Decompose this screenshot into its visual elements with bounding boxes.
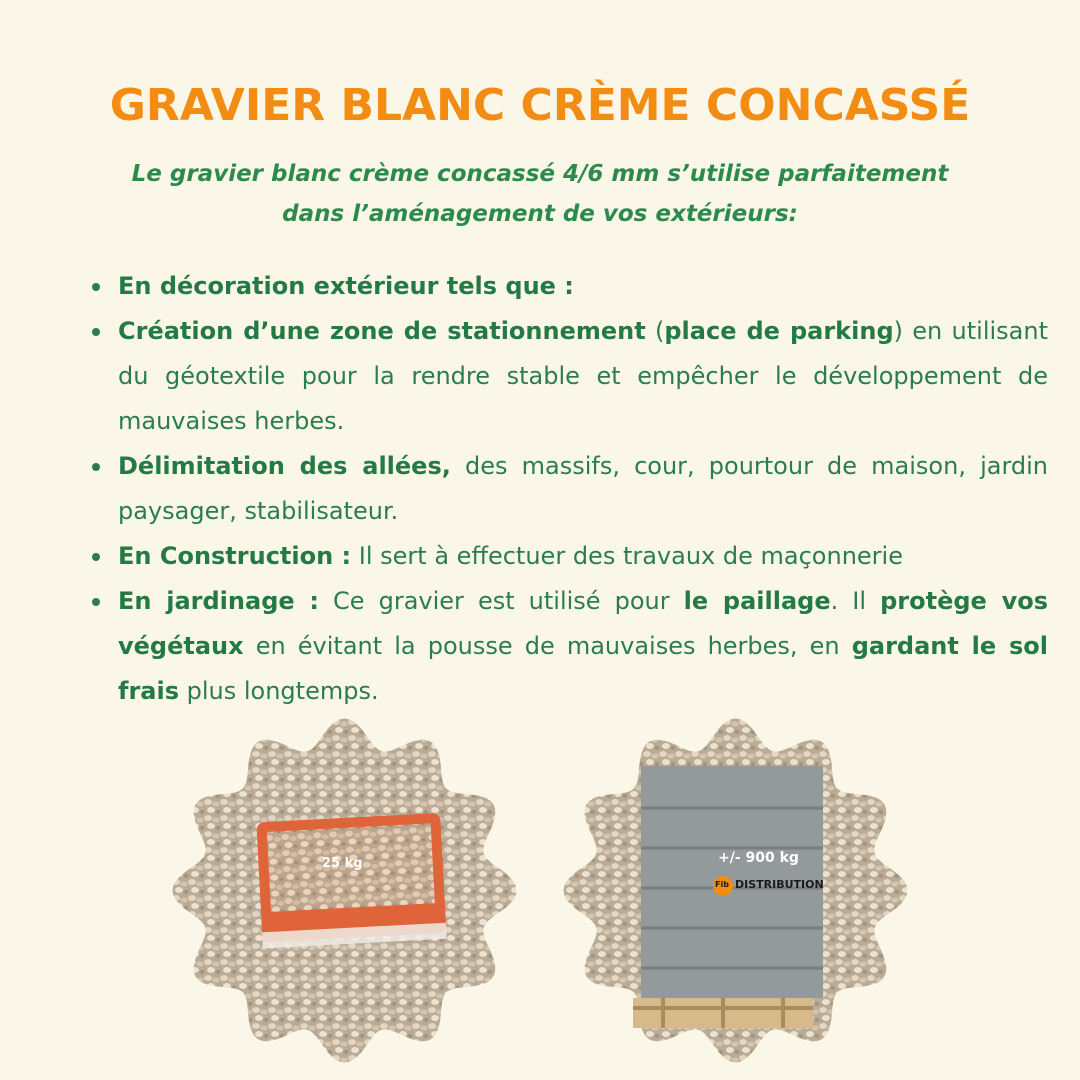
feature-item-jardinage xyxy=(118,579,1048,714)
feature-text: en évitant la pousse de mauvaises herbes, en xyxy=(243,632,852,660)
subtitle-line-2: dans l’aménagement de vos extérieurs: xyxy=(282,201,798,227)
product-photo-bag xyxy=(172,718,517,1063)
feature-item-construction xyxy=(118,534,1048,579)
feature-bold: Création d’une zone de stationnement xyxy=(118,317,646,345)
page-subtitle xyxy=(40,154,1040,234)
feature-text: des massifs, cour, pourtour de maison, jardin paysager, stabilisateur. xyxy=(118,452,1049,525)
feature-text: . Il xyxy=(830,587,881,615)
feature-text: ) en utilisant du géotextile pour la rendre stable et empêcher le développement de mauvaises herbes. xyxy=(118,317,1049,435)
feature-item-allees xyxy=(118,444,1048,534)
feature-bold: En décoration extérieur tels que : xyxy=(118,272,574,300)
feature-item-parking xyxy=(118,309,1048,444)
feature-bold: place de parking xyxy=(664,317,894,345)
pallet-weight-label: +/- 900 kg xyxy=(718,850,799,866)
feature-list xyxy=(88,264,1048,714)
subtitle-line-1: Le gravier blanc crème concassé 4/6 mm s’utilise parfaitement xyxy=(131,161,949,187)
brand-name: DISTRIBUTION xyxy=(735,878,824,891)
feature-bold: En Construction : xyxy=(118,542,352,570)
feature-bold: gardant le sol frais xyxy=(118,632,1049,705)
feature-text: ( xyxy=(645,317,665,345)
brand-mark: Fib xyxy=(715,880,729,889)
bag-weight-label: 25 kg xyxy=(322,856,363,871)
feature-text: plus longtemps. xyxy=(178,677,379,705)
feature-bold: protège vos végétaux xyxy=(118,587,1048,660)
feature-text: Il sert à effectuer des travaux de maçonnerie xyxy=(351,542,903,570)
gravel-bag-image xyxy=(172,718,517,1063)
product-photo-pallet xyxy=(563,718,908,1063)
feature-text: Ce gravier est utilisé pour xyxy=(319,587,684,615)
page-title: GRAVIER BLANC CRÈME CONCASSÉ xyxy=(109,80,971,131)
feature-bold: En jardinage : xyxy=(118,587,320,615)
feature-bold: le paillage xyxy=(683,587,831,615)
feature-bold: Délimitation des allées, xyxy=(118,452,451,480)
feature-item-decoration xyxy=(118,264,1048,309)
